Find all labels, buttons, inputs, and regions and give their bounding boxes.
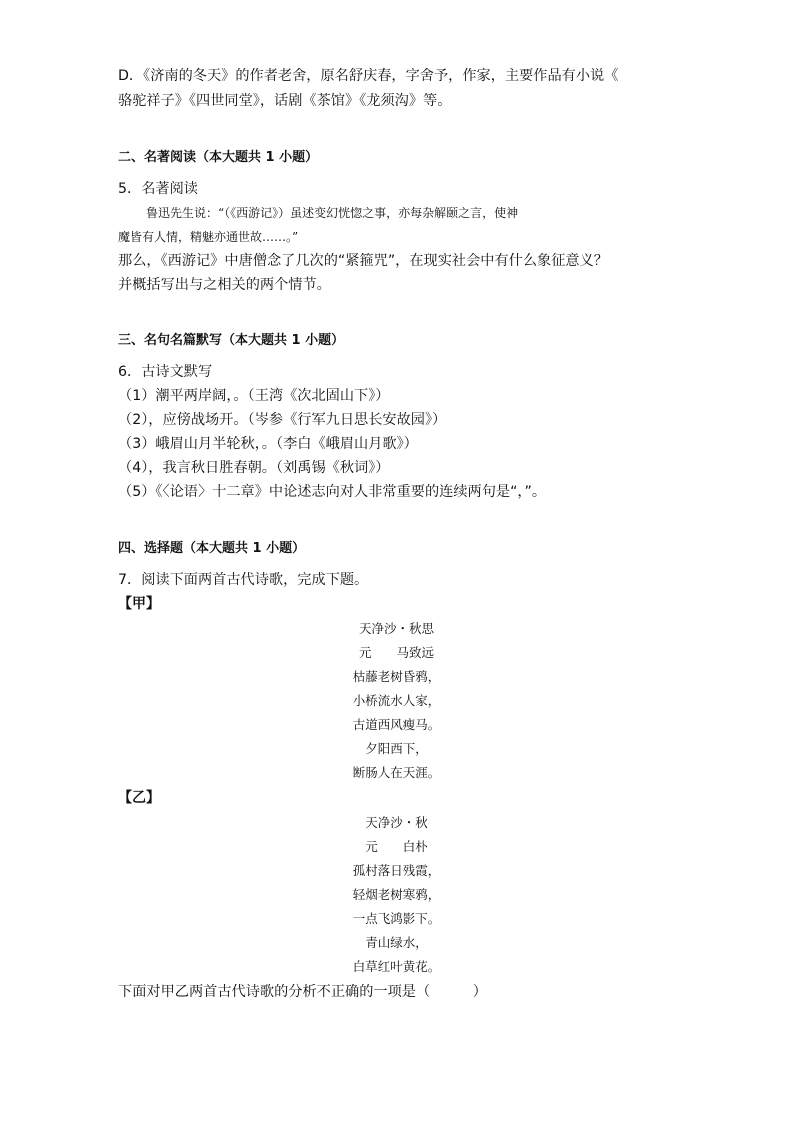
- poem-b-line-5: 白草红叶黄花。: [352, 959, 441, 974]
- dictation-item-4: （4），我言秋日胜春朝。（刘禹锡《秋词》）: [118, 460, 390, 476]
- poem-a-line-3: 古道西风瘦马。: [352, 717, 441, 732]
- poem-b-title: 天净沙・秋: [365, 815, 428, 830]
- dictation-item-1: （1）潮平两岸阔，。（王湾《次北固山下》）: [118, 388, 390, 404]
- lu-xun-quote-line-2: 魔皆有人情，精魅亦通世故……。”: [118, 230, 299, 244]
- poem-b-author: 元 白朴: [365, 839, 428, 854]
- poem-a-line-5: 断肠人在天涯。: [352, 765, 441, 780]
- question-6-title: 6．古诗文默写: [118, 364, 213, 380]
- poem-b-label: 【乙】: [118, 790, 160, 806]
- dictation-item-3: （3）峨眉山月半轮秋，。（李白《峨眉山月歌》）: [118, 436, 418, 452]
- poem-b-line-4: 青山绿水，: [365, 935, 428, 950]
- poem-b-line-2: 轻烟老树寒鸦，: [352, 887, 441, 902]
- option-d-line-1: D．《济南的冬天》的作者老舍，原名舒庆春，字舍予，作家，主要作品有小说《: [118, 68, 619, 84]
- question-5-prompt-line-1: 那么，《西游记》中唐僧念了几次的“紧箍咒”，在现实社会中有什么象征意义？: [118, 253, 608, 269]
- question-5-title: 5．名著阅读: [118, 181, 198, 197]
- section-4-heading: 四、选择题（本大题共 1 小题）: [118, 541, 306, 556]
- poem-b-line-1: 孤村落日残霞，: [352, 863, 441, 878]
- option-d-line-2: 骆驼祥子》《四世同堂》，话剧《茶馆》《龙须沟》等。: [118, 93, 452, 109]
- poem-a-author: 元 马致远: [358, 645, 434, 660]
- poem-a-label: 【甲】: [118, 596, 160, 612]
- poem-a-title: 天净沙・秋思: [358, 621, 434, 636]
- question-7-stem: 下面对甲乙两首古代诗歌的分析不正确的一项是（ ）: [118, 984, 487, 1000]
- lu-xun-quote-line-1: 鲁迅先生说：“（《西游记》）虽述变幻恍惚之事，亦每杂解颐之言，使神: [146, 206, 519, 220]
- dictation-item-5: （5）《〈论语〉十二章》中论述志向对人非常重要的连续两句是“，”。: [118, 484, 547, 500]
- section-2-heading: 二、名著阅读（本大题共 1 小题）: [118, 150, 319, 165]
- poem-a-line-1: 枯藤老树昏鸦，: [352, 669, 441, 684]
- poem-a-line-4: 夕阳西下，: [365, 741, 428, 756]
- poem-a-line-2: 小桥流水人家，: [352, 693, 441, 708]
- dictation-item-2: （2），应傍战场开。（岑参《行军九日思长安故园》）: [118, 412, 447, 428]
- section-3-heading: 三、名句名篇默写（本大题共 1 小题）: [118, 333, 345, 348]
- question-7-title: 7．阅读下面两首古代诗歌，完成下题。: [118, 572, 369, 588]
- poem-b-line-3: 一点飞鸿影下。: [352, 911, 441, 926]
- question-5-prompt-line-2: 并概括写出与之相关的两个情节。: [118, 277, 331, 293]
